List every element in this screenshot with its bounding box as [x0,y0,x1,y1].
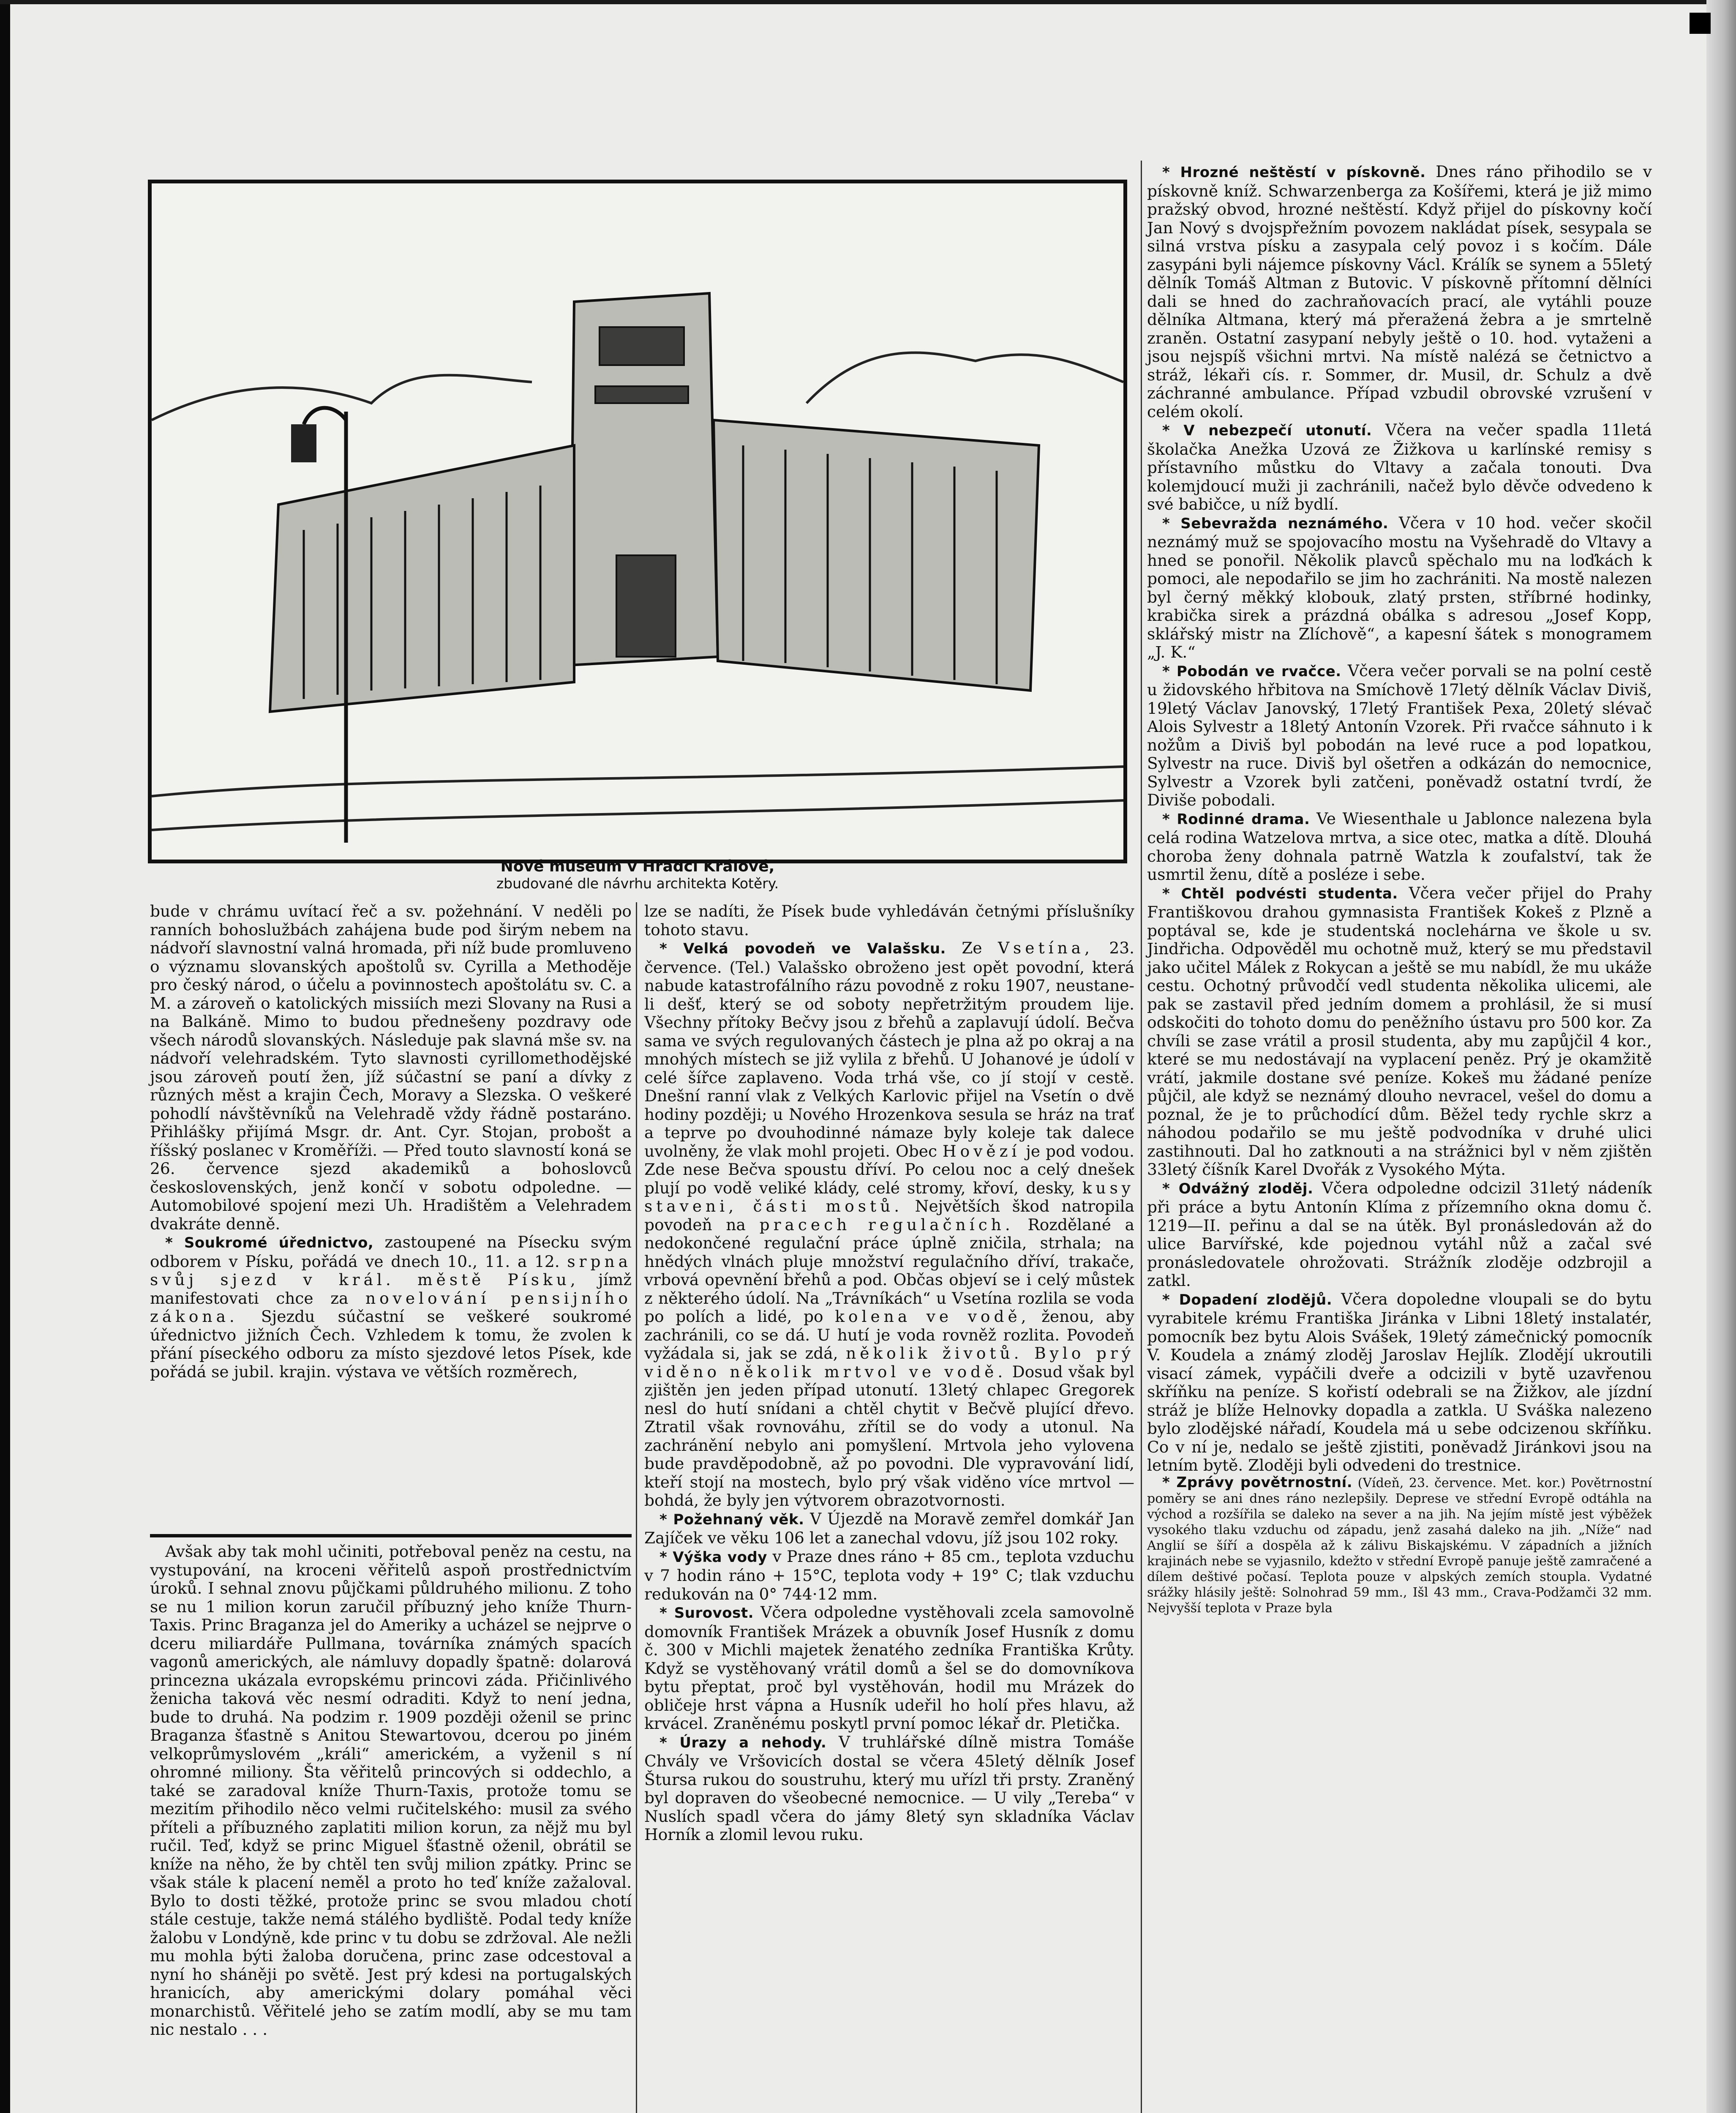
figure-caption [148,858,1127,892]
right-wing [714,420,1039,691]
article-heading: * Pobodán ve rvačce. [1162,663,1341,680]
scan-corner-mark [1690,13,1711,34]
left-column-lower [150,1542,632,2039]
article-heading: * Velká povodeň ve Valašsku. [660,940,946,957]
hill-right [807,352,1123,403]
section-rule [150,1534,632,1537]
article-pisek-continued: lze se nadíti, že Písek bude vyhledáván četnými příslušníky tohoto stavu. [644,902,1134,939]
lamp-head [291,424,316,462]
article-heading: * Rodinné drama. [1162,811,1310,828]
article-rodinne-drama: * Rodinné drama. Ve Wiesenthale u Jablonce nalezena byla celá rodina Watzelova mrtva, a sice otec, matka a dítě. Dlouhá choroba ženy dohnala patrně Watzla k zoufalství, tak že usmrtil ženu, dítě a posléze i sebe. [1147,809,1652,884]
left-wing [270,445,574,712]
column-divider [636,902,637,2113]
article-heading: * Dopadení zlodějů. [1162,1291,1333,1308]
article-neshtesti-piskovna: * Hrozné neštěstí v pískovně. Dnes ráno přihodilo se v pískovně kníž. Schwarzenberga za Košířemi, která je již mimo pražský obvod, hrozné neštěstí. Když přijel do pískovny kočí Jan Nový s dvojspřežním povozem nakládat písek, sesypala se silná vrstva písku a zasypala celý povoz i s kočím. Dále zasypáni byli nájemce pískovny Václ. Králík se synem a 55letý dělník Tomáš Altman z Butovic. V pískovně přítomní dělníci dali se hned do zachraňovacích prací, ale vytáhli pouze dělníka Altmana, který má přeražená žebra a je smrtelně zraněn. Ostatní zasypaní nebyly ještě o 10. hod. vytaženi a jsou nejspíš všichni mrtvi. Na místě nalézá se četnictvo a stráž, lékaři cís. r. Sommer, dr. Musil, dr. Schulz a dvě záchranné ambulance. Případ vzbudil obrovské vzrušení v celém okolí. [1147,162,1652,421]
museum-illustration [148,180,1127,863]
article-urazy-nehody: * Úrazy a nehody. V truhlářské dílně mistra Tomáše Chvály ve Vršovicích dostal se včera 45letý dělník Josef Štursa rukou do soustruhu, který mu uřízl tři prsty. Zraněný byl dopraven do všeobecné nemocnice. — U vily „Tereba“ v Nuslích spadl včera do jámy 8letý syn skladníka Václav Horník a zlomil levou ruku. [644,1732,1134,1844]
ground-line [152,767,1123,796]
middle-column [644,902,1134,1844]
article-nebezpeci-utonuti: * V nebezpečí utonutí. Včera na večer spadla 11letá školačka Anežka Uzová ze Žižkova u karlínské remisy s přístavního můstku do Vltavy a začala tonouti. Dva kolemjdoucí muži ji zachránili, načež bylo děvče odvedeno k své babičce, u níž bydlí. [1147,420,1652,513]
right-column [1147,163,1652,1616]
caption-title: Nové museum v Hradci Králové, [500,858,775,875]
article-vyska-vody: * Výška vody v Praze dnes ráno + 85 cm., teplota vzduchu v 7 hodin ráno + 15°C, teplota vody + 19° C; tlak vzduchu redukován na 0° 744·12 mm. [644,1547,1135,1603]
article-heading: * Odvážný zloděj. [1162,1180,1314,1197]
article-pozehnany-vek: * Požehnaný věk. V Újezdě na Moravě zemřel domkář Jan Zajíček ve věku 106 let a zanechal vdovu, jíž jsou 102 roky. [644,1509,1134,1547]
article-zpravy-povetrnostni: * Zprávy povětrnostní. (Vídeň, 23. července. Met. kor.) Povětrnostní poměry se ani dnes ráno nezlepšily. Deprese ve střední Evropě odtáhla na východ a rozšířila se daleko na sever a na jih. Na jejím místě jest výběžek vysokého tlaku vzduchu od západu, jenž zasahá daleko na jih. „Níže“ nad Anglií se šíří a dospěla až k zálivu Biskajskému. V západních a jižních krajinách nebe se vyjasnilo, kdežto v střední Evropě panuje ještě zamračené a dílem deštivé počasí. Teplota pouze v alpských zemích stoupla. Vydatné srážky hlásily ještě: Solnohrad 59 mm., Išl 43 mm., Crava-Podžamči 32 mm. Nejvyšší teplota v Praze byla [1147,1474,1652,1616]
article-pobodan: * Pobodán ve rvačce. Včera večer porvali se na polní cestě u židovského hřbitova na Smíchově 17letý dělník Václav Diviš, 19letý Václav Janovský, 17letý František Pexa, 20letý slévač Alois Sylvestr a 18letý Antonín Vzorek. Při rvačce sáhnuto i k nožům a Diviš byl pobodán na levé ruce a pod lopatkou, Sylvestr na ruce. Diviš byl ošetřen a odkázán do nemocnice, Sylvestr a Vzorek byli zatčeni, poněvadž ostatní tvrdí, že Diviše pobodali. [1147,661,1652,809]
article-heading: * Soukromé úřednictvo, [165,1234,374,1251]
article-velehrad-continued: bude v chrámu uvítací řeč a sv. požehnání. V neděli po ranních bohoslužbách zahájena bude pod širým nebem na nádvoří slavnostní valná hromada, při níž bude promluveno o významu slovanských apoštolů sv. Cyrilla a Methoděje pro český národ, o účelu a povinnostech apoštolátu sv. C. a M. a zároveň o katolických missiích mezi Slovany na Rusi a na Balkáně. Mimo to budou přednešeny pozdravy ode všech národů slovanských. Následuje pak slavná mše sv. na nádvoří velehradském. Tyto slavnosti cyrillomethodějské jsou zároveň poutí žen, jíž súčastní se paní a dívky z různých měst a krajin Čech, Moravy a Slezska. O veškeré pohodlí návštěvníků na Velehradě vždy řádně postaráno. Přihlášky přijímá Msgr. dr. Ant. Cyr. Stojan, probošt a říšský poslanec v Kroměříži. — Před touto slavností koná se 26. července sjezd akademiků a bohoslovců československých, jenž končí v sobotu odpoledne. — Automobilové spojení mezi Uh. Hradištěm a Velehradem dvakráte denně. [150,902,632,1233]
article-sebevrazda: * Sebevražda neznámého. Včera v 10 hod. večer skočil neznámý muž se spojovacího mostu na Vyšehradě do Vltavy a hned se ponořil. Několik plavců spěchalo mu na loďkách k pomoci, ale nepodařilo se jim ho zachrániti. Na mostě nalezen byl černý měkký klobouk, zlatý prsten, stříbrné hodinky, krabička sirek a prázdná obálka s adresou „Josef Kopp, sklářský mistr na Zlíchově“, a kapesní šátek s monogramem „J. K.“ [1147,513,1652,661]
article-heading: * Úrazy a nehody. [660,1734,827,1751]
article-heading: * Surovost. [660,1605,754,1622]
article-heading: * Chtěl podvésti studenta. [1162,885,1398,902]
tower-window-top [600,327,684,365]
article-princ-braganza: Avšak aby tak mohl učiniti, potřeboval peněz na cestu, na vystupování, na kroceni věřitelů aspoň prostřednictvím úroků. I sehnal znovu půjčkami půldruhého milionu. Z toho se nu 1 milion korun zaručil příbuzný jeho kníže Thurn-Taxis. Princ Braganza jel do Ameriky a ucházel se nejprve o dceru miliardáře Pullmana, továrníka známých spacích vagonů amerických, ale námluvy dopadly špatně: dolarová princezna ukázala evropskému princovi záda. Přičinlivého ženicha taková věc nesmí odraditi. Když to není jedna, bude to druhá. Na podzim r. 1909 později oženil se princ Braganza šťastně s Anitou Stewartovou, dcerou po jiném velkoprůmyslovém „králi“ americkém, a vyženil s ní ohromné miliony. Šta věřitelů princových si oddechlo, a také se zaradoval kníže Thurn-Taxis, protože tomu se mezitím přihodilo něco velmi ručitelského: musil za svého příteli a příbuzného zaplatiti milion korun, za nějž mu byl ručil. Teď, když se princ Miguel šťastně oženil, obrátil se kníže na něho, že by chtěl ten svůj milion zpátky. Princ se však stále k placení neměl a proto ho teď kníže zažaloval. Bylo to dosti těžké, protože princ se svou mladou chotí stále cestuje, takže nemá stálého bydliště. Podal tedy kníže žalobu v Londýně, kde princ v tu dobu se zdržoval. Ale nežli mu mohla býti žaloba doručena, princ zase odcestoval a nyní ho sháněji po světě. Jest prý kdesi na portugalských hranicích, aby americkými dolary pomáhal věci monarchistů. Věřitelé jeho se zatím modlí, aby se mu tam nic nestalo . . . [150,1542,632,2039]
article-heading: * Zprávy povětrnostní. [1162,1474,1353,1491]
article-heading: * Požehnaný věk. [660,1511,804,1528]
scan-left-edge [0,0,10,2113]
article-heading: * Výška vody [660,1548,767,1566]
museum-drawing [152,183,1123,860]
article-heading: * Sebevražda neznámého. [1162,515,1389,532]
article-odvazny-zlodej: * Odvážný zloděj. Včera odpoledne odcizil 31letý nádeník při práce a bytu Antonín Klíma z přízemního okna domu č. 1219—II. peřinu a dal se na útěk. Byl pronásledován až do ulice Barvířské, kde pojednou vytáhl nůž a začal své pronásledovatele ohrožovati. Strážník zloděje odzbrojil a zatkl. [1147,1178,1652,1290]
article-surovost: * Surovost. Včera odpoledne vystěhovali zcela samovolně domovník František Mrázek a obuvník Josef Husník z domu č. 300 v Michli majetek ženatého zedníka Františka Krůty. Když se vystěhovaný vrátil domů a šel se do domovníkova bytu přeptat, proč byl vystěhován, hodil mu Mrázek do obličeje hrst vápna a Husník udeřil ho holí přes hlavu, až krvácel. Zraněnému poskytl první pomoc lékař dr. Pletička. [644,1603,1134,1733]
left-column [150,902,632,1381]
column-divider [1141,161,1142,2113]
scan-top-edge [0,0,1736,4]
article-dopadeni-zlodeju: * Dopadení zlodějů. Včera dopoledne vloupali se do bytu vyrabitele krému Františka Jiránka v Libni 18letý instalatér, pomocník bez bytu Alois Svášek, 19letý zámečnický pomocník V. Koudela a známý zloděj Jaroslav Hejlík. Zlodějí ukroutili visací zámek, vypáčili dveře a odcizili v bytě uzavřenou skříňku na peníze. S kořistí odebrali se na Žižkov, ale jízdní stráž je blíže Helnovky dopadla a zatkla. U Sváška nalezeno bylo zlodějské nářadí, Koudela má u sebe odcizenou skříňku. Co v ní je, nedalo se ještě zjistiti, poněvadž Jiránkovi jsou na letním bytě. Zloději byli odvedeni do trestnice. [1147,1289,1652,1474]
article-podvesti-studenta: * Chtěl podvésti studenta. Včera večer přijel do Prahy Františkovou drahou gymnasista František Kokeš z Plzně a poptával se, kde je studentská noclehárna ve škole u sv. Jindřicha. Odpověděl mu ochotně muž, který se mu představil jako učitel Málek z Rokycan a ještě se mu nabídl, že mu ukáže cestu. Ochotný průvodčí vedl studenta několika ulicemi, ale pak se zastavil před jedním domem a prohlásil, že si musí odskočiti do tohoto domu do peněžního ústavu pro 500 kor. Za chvíli se zase vrátil a prosil studenta, aby mu zapůjčil 4 kor., které se mu nedostávají na vyplacení peněz. Prý je okamžitě vrátí, jakmile dostane své peníze. Kokeš mu žádané peníze půjčil, ale když se neznámý dlouho nevracel, vešel do domu a poznal, že je to průchodící dům. Běžel tedy rychle skrz a náhodou podařilo se mu ještě podvodníka v druhé ulici zastihnouti. Dal ho zatknouti a na strážnici byl v něm zjištěn 33letý číšník Karel Dvořák z Vysokého Mýta. [1147,883,1652,1179]
entrance [616,555,676,657]
scan-right-edge [1706,0,1736,2113]
caption-subtitle: zbudované dle návrhu architekta Kotěry. [496,875,779,892]
article-soukrome-urednictvo: * Soukromé úřednictvo, zastoupené na Písecku svým odborem v Písku, pořádá ve dnech 10., 11. a 12. srpna svůj sjezd v král. městě Písku, jímž manifestovati chce za novelování pensijního zákona. Sjezdu súčastní se veškeré soukromé úřednictvo jižních Čech. Vzhledem k tomu, že zvolen k přání píseckého odboru za místo sjezdové letos Písek, kde pořádá se jubil. krajin. výstava ve větších rozměrech, [150,1233,632,1381]
article-povoden-valassko: * Velká povodeň ve Valašsku. Ze Vsetína, 23. července. (Tel.) Valašsko obroženo jest opět povodní, která nabude katastrofálního rázu povodně z roku 1907, neustane-li dešť, který se od soboty nepřetržitým proudem lije. Všechny přítoky Bečvy jsou z břehů a zaplavují údolí. Bečva sama ve svých regulovaných částech je plna až po okraj a na mnohých místech se již vylila z břehů. U Johanové je údolí v celé šířce zaplaveno. Voda trhá vše, co jí stojí v cestě. Dnešní ranní vlak z Velkých Karlovic přijel na Vsetín o dvě hodiny později; u Nového Hrozenkova sesula se hráz na trať a teprve po dvouhodinné námaze byly koleje tak dalece uvolněny, že vlak mohl projeti. Obec Hovězí je pod vodou. Zde nese Bečva spoustu dříví. Po celou noc a celý dnešek plují po vodě veliké klády, celé stromy, křoví, desky, kusy staveni, části mostů. Největších škod natropila povodeň na pracech regulačních. Rozdělané a nedokončené regulační práce úplně zničila, strhala; na hnědých vlnách pluje množství regulačního dříví, trakače, vrbová opevnění břehů a pod. Občas objeví se i celý můstek z některého údolí. Na „Trávníkách“ u Vsetína rozlila se voda po polích a lidé, po kolena ve vodě, ženou, aby zachránili, co se dá. U hutí je voda rovněž rozlita. Povodeň vyžádala si, jak se zdá, několik životů. Bylo prý viděno několik mrtvol ve vodě. Dosud však byl zjištěn jen jeden případ utonutí. 13letý chlapec Gregorek nesl do hutí snídani a chtěl chytit v Bečvě plující dřevo. Ztratil však rovnováhu, zřítil se do vody a utonul. Na zachránění nebylo ani pomyšlení. Mrtvola jeho vylovena bude pravděpodobně, až po povodni. Dle vypravování lidí, kteří stojí na mostech, bylo prý však viděno více mrtvol — bohdá, že byly jen výtvorem obrazotvornosti. [644,939,1135,1510]
article-heading: * Hrozné neštěstí v pískovně. [1162,164,1426,181]
article-heading: * V nebezpečí utonutí. [1162,422,1372,439]
